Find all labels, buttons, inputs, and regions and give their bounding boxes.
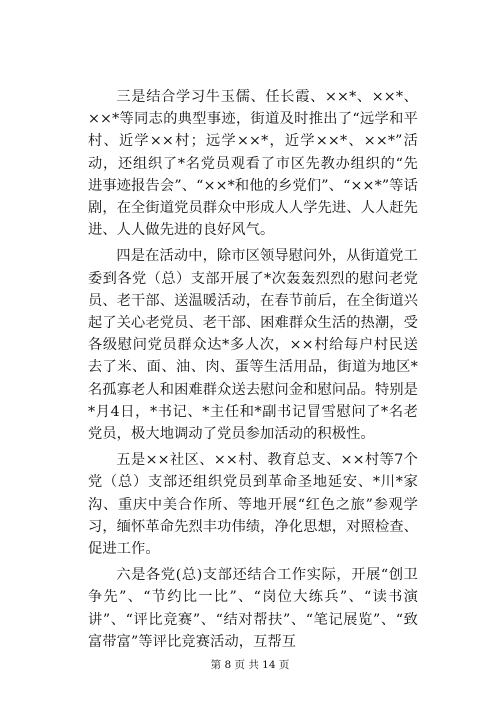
paragraph-five: 五是××社区、××村、教育总支、××村等7个党（总）支部还组织党员到革命圣地延安、*川*家沟、重庆中美合作所、等地开展“红色之旅”参观学习，缅怀革命先烈丰功伟绩，净化思想，对照检查、促进工作。	[88, 452, 418, 558]
document-body	[88, 86, 418, 657]
page-number-label: 第 8 页 共 14 页	[210, 659, 290, 671]
page-footer	[0, 658, 500, 672]
paragraph-four: 四是在活动中，除市区领导慰问外，从街道党工委到各党（总）支部开展了*次轰轰烈烈的慰问老党员、老干部、送温暖活动，在春节前后，在全街道兴起了关心老党员、老干部、困难群众生活的热潮，受各级慰问党员群众达*多人次，××村给每户村民送去了米、面、油、肉、蛋等生活用品，街道为地区*名孤寡老人和困难群众送去慰问金和慰问品。特别是*月4日，*书记、*主任和*副书记冒雪慰问了*名老党员，极大地调动了党员参加活动的积极性。	[88, 248, 418, 443]
paragraph-three: 三是结合学习牛玉儒、任长霞、××*、××*、××*等同志的典型事迹，街道及时推出了“远学和平村、近学××村；远学××*，近学××*、××*”活动，还组织了*名党员观看了市区先教办组织的“先进事迹报告会”、“××*和他的乡党们”、“××*”等话剧，在全街道党员群众中形成人人学先进、人人赶先进、人人做先进的良好风气。	[88, 89, 418, 239]
paragraph-six: 六是各党(总)支部还结合工作实际，开展“创卫争先”、“节约比一比”、“岗位大练兵”、“读书演讲”、“评比竞赛”、“结对帮扶”、“笔记展览”、“致富带富”等评比竞赛活动，互帮互	[88, 567, 418, 650]
